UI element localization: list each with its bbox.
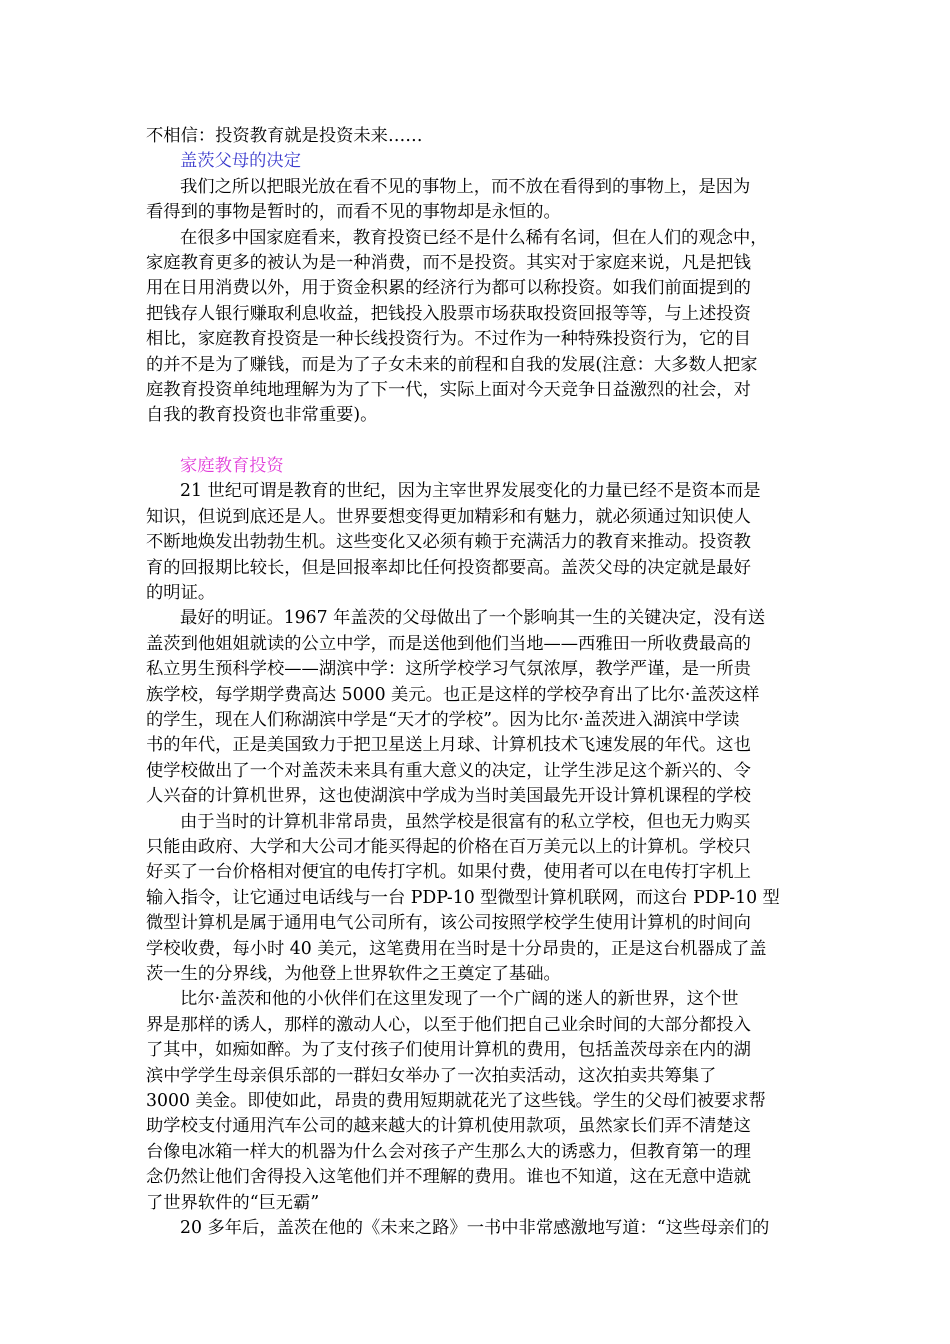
paragraph-line: 私立男生预科学校——湖滨中学：这所学校学习气氛浓厚，教学严谨，是一所贵 (146, 659, 751, 680)
paragraph-line: 学校收费，每小时 40 美元，这笔费用在当时是十分昂贵的，正是这台机器成了盖 (146, 938, 767, 959)
paragraph-2 (146, 226, 806, 429)
paragraph-line: 我们之所以把眼光放在看不见的事物上，而不放在看得到的事物上，是因为 (180, 176, 751, 197)
paragraph-4 (146, 606, 806, 809)
paragraph-line: 助学校支付通用汽车公司的越来越大的计算机使用款项，虽然家长们弄不清楚这 (146, 1116, 751, 1137)
paragraph-line: 知识，但说到底还是人。世界要想变得更加精彩和有魅力，就必须通过知识使人 (146, 506, 751, 527)
paragraph-line: 21 世纪可谓是教育的世纪，因为主宰世界发展变化的力量已经不是资本而是 (180, 481, 761, 502)
paragraph-line: 了世界软件的“巨无霸” (146, 1192, 320, 1213)
intro-line: 不相信：投资教育就是投资未来…… (146, 126, 423, 146)
paragraph-line: 最好的明证。1967 年盖茨的父母做出了一个影响其一生的关键决定，没有送 (180, 608, 766, 629)
blank-line (146, 429, 806, 454)
paragraph-line: 在很多中国家庭看来，教育投资已经不是什么稀有名词，但在人们的观念中， (180, 227, 768, 248)
paragraph-line: 由于当时的计算机非常昂贵，虽然学校是很富有的私立学校，但也无力购买 (180, 811, 751, 832)
paragraph-1 (146, 175, 806, 226)
paragraph-line: 把钱存人银行赚取利息收益，把钱投入股票市场获取投资回报等等，与上述投资 (146, 303, 751, 324)
paragraph-line: 育的回报期比较长，但是回报率却比任何投资都要高。盖茨父母的决定就是最好 (146, 557, 751, 578)
paragraph-line: 微型计算机是属于通用电气公司所有，该公司按照学校学生使用计算机的时间向 (146, 913, 751, 934)
paragraph-line: 家庭教育更多的被认为是一种消费，而不是投资。其实对于家庭来说，凡是把钱 (146, 253, 751, 274)
paragraph-6 (146, 987, 806, 1216)
paragraph-line: 不断地焕发出勃勃生机。这些变化又必须有赖于充满活力的教育来推动。投资教 (146, 532, 751, 553)
paragraph-line: 茨一生的分界线，为他登上世界软件之王奠定了基础。 (146, 964, 561, 984)
paragraph-line: 了其中，如痴如醉。为了支付孩子们使用计算机的费用，包括盖茨母亲在内的湖 (146, 1040, 751, 1061)
paragraph-line: 书的年代，正是美国致力于把卫星送上月球、计算机技术飞速发展的年代。这也 (146, 735, 751, 756)
paragraph-line: 庭教育投资单纯地理解为为了下一代，实际上面对今天竞争日益激烈的社会，对 (146, 380, 751, 401)
paragraph-line: 的并不是为了赚钱，而是为了子女未来的前程和自我的发展(注意：大多数人把家 (146, 354, 758, 375)
paragraph-line: 输入指令，让它通过电话线与一台 PDP-10 型微型计算机联网，而这台 PDP-10 型 (146, 887, 780, 908)
paragraph-line: 的明证。 (146, 582, 216, 603)
paragraph-line: 台像电冰箱一样大的机器为什么会对孩子产生那么大的诱惑力，但教育第一的理 (146, 1141, 751, 1162)
paragraph-line: 只能由政府、大学和大公司才能买得起的价格在百万美元以上的计算机。学校只 (146, 836, 751, 857)
document-page (146, 124, 806, 1241)
paragraph-line: 好买了一台价格相对便宜的电传打字机。如果付费，使用者可以在电传打字机上 (146, 862, 751, 883)
section-heading-family-education-investment: 家庭教育投资 (180, 455, 284, 476)
paragraph-line: 相比，家庭教育投资是一种长线投资行为。不过作为一种特殊投资行为，它的目 (146, 329, 751, 350)
paragraph-line: 人兴奋的计算机世界，这也使湖滨中学成为当时美国最先开设计算机课程的学校 (146, 786, 751, 807)
paragraph-line: 20 多年后，盖茨在他的《未来之路》一书中非常感激地写道：“这些母亲们的 (180, 1218, 770, 1239)
paragraph-7 (146, 1216, 806, 1241)
paragraph-line: 自我的教育投资也非常重要)。 (146, 405, 378, 426)
paragraph-line: 滨中学学生母亲俱乐部的一群妇女举办了一次拍卖活动，这次拍卖共筹集了 (146, 1065, 717, 1086)
paragraph-line: 3000 美金。即使如此，昂贵的费用短期就花光了这些钱。学生的父母们被要求帮 (146, 1091, 766, 1112)
paragraph-line: 盖茨到他姐姐就读的公立中学，而是送他到他们当地——西雅田一所收费最高的 (146, 633, 751, 654)
paragraph-line: 使学校做出了一个对盖茨未来具有重大意义的决定，让学生涉足这个新兴的、令 (146, 760, 751, 781)
paragraph-line: 比尔·盖茨和他的小伙伴们在这里发现了一个广阔的迷人的新世界，这个世 (180, 989, 739, 1010)
section-heading-parents-decision: 盖茨父母的决定 (180, 151, 301, 172)
paragraph-line: 界是那样的诱人，那样的激动人心，以至于他们把自己业余时间的大部分都投入 (146, 1014, 751, 1035)
paragraph-line: 看得到的事物是暂时的，而看不见的事物却是永恒的。 (146, 202, 561, 223)
paragraph-line: 族学校，每学期学费高达 5000 美元。也正是这样的学校孕育出了比尔·盖茨这样 (146, 684, 760, 705)
paragraph-line: 念仍然让他们舍得投入这笔他们并不理解的费用。谁也不知道，这在无意中造就 (146, 1167, 751, 1188)
paragraph-5 (146, 810, 806, 988)
paragraph-line: 的学生，现在人们称湖滨中学是“天才的学校”。因为比尔·盖茨进入湖滨中学读 (146, 709, 740, 730)
paragraph-line: 用在日用消费以外，用于资金积累的经济行为都可以称投资。如我们前面提到的 (146, 278, 751, 299)
paragraph-3 (146, 479, 806, 606)
